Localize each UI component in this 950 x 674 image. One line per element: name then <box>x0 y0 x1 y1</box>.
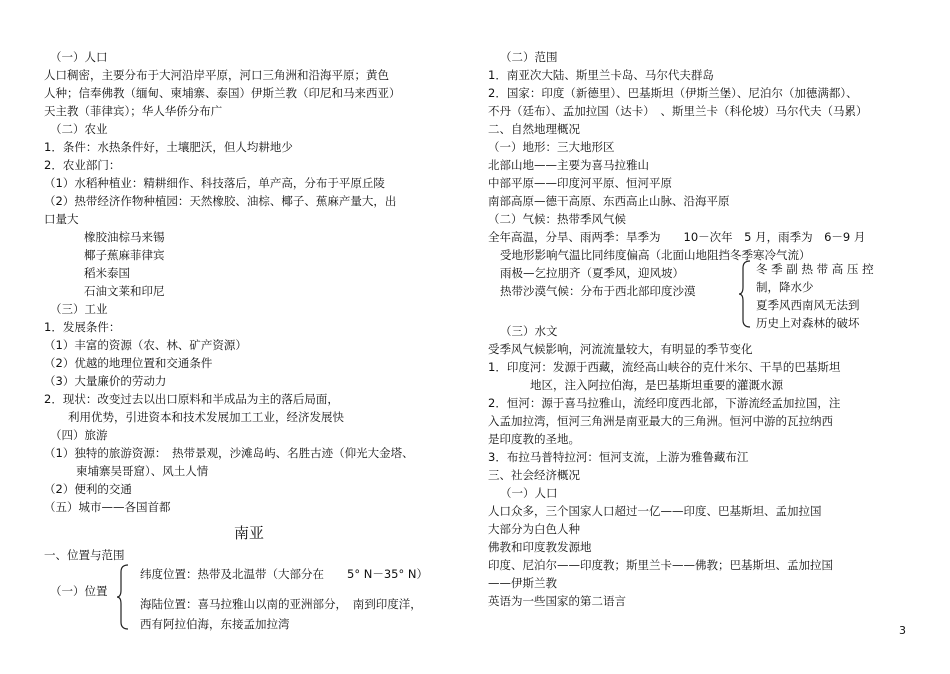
page-title: 南亚 <box>233 524 264 542</box>
paragraph-line: 1．南亚次大陆、斯里兰卡岛、马尔代夫群岛 <box>488 68 714 82</box>
paragraph-line: 佛教和印度教发源地 <box>488 540 592 554</box>
list-item: 橡胶油棕马来锡 <box>84 230 165 244</box>
position-brace-group <box>44 564 454 636</box>
paragraph-line: 全年高温，分旱、雨两季：旱季为 10－次年 5 月，雨季为 6－9 月 <box>488 230 866 244</box>
paragraph-line: 2．恒河：源于喜马拉雅山，流经印度西北部，下游流经孟加拉国，注 <box>488 396 841 410</box>
paragraph-line: 柬埔寨吴哥窟）、风土人情 <box>76 464 209 478</box>
left-column <box>44 48 454 636</box>
section-heading: （一）人口 <box>50 50 108 64</box>
paragraph-line: 2．国家：印度（新德里）、巴基斯坦（伊斯兰堡）、尼泊尔（加德满都）、 <box>488 86 858 100</box>
section-heading: 三、社会经济概况 <box>488 468 580 482</box>
list-item: 稻米泰国 <box>84 266 130 280</box>
paragraph-line: 北部山地——主要为喜马拉雅山 <box>488 158 649 172</box>
paragraph-line: （2）便利的交通 <box>44 482 132 496</box>
paragraph-line: 受地形影响气温比同纬度偏高（北面山地阻挡冬季寒冷气流） <box>500 248 811 262</box>
section-heading: （二）农业 <box>50 122 108 136</box>
page-number: 3 <box>899 624 906 637</box>
section-heading: （一）人口 <box>500 486 558 500</box>
paragraph-line: 是印度教的圣地。 <box>488 432 580 446</box>
paragraph-line: （1）水稻种植业：精耕细作、科技落后，单产高，分布于平原丘陵 <box>44 176 385 190</box>
paragraph-line: 中部平原——印度河平原、恒河平原 <box>488 176 672 190</box>
paragraph-line: （2）优越的地理位置和交通条件 <box>44 356 213 370</box>
list-item: 石油文莱和印尼 <box>84 284 165 298</box>
paragraph-line: 人种；信奉佛教（缅甸、柬埔寨、泰国）伊斯兰教（印尼和马来西亚） <box>44 86 401 100</box>
paragraph-line: 大部分为白色人种 <box>488 522 580 536</box>
climate-notes <box>756 240 888 332</box>
paragraph-line: （3）大量廉价的劳动力 <box>44 374 167 388</box>
climate-brace-group <box>488 246 918 330</box>
section-heading: （二）气候：热带季风气候 <box>488 212 626 226</box>
note-line: 制，降水少 <box>756 280 814 294</box>
paragraph-line: （1）独特的旅游资源： 热带景观，沙滩岛屿、名胜古迹（仰光大金塔、 <box>44 446 414 460</box>
section-heading: （三）水文 <box>500 324 558 338</box>
right-column <box>488 48 918 610</box>
section-heading: （三）工业 <box>50 302 108 316</box>
left-brace-icon <box>116 564 130 630</box>
paragraph-line: 1．印度河：发源于西藏，流经高山峡谷的克什米尔、干旱的巴基斯坦 <box>488 360 841 374</box>
paragraph-line: 利用优势，引进资本和技术发展加工工业，经济发展快 <box>68 410 344 424</box>
note-line: 历史上对森林的破坏 <box>756 316 860 330</box>
paragraph-line: 受季风气候影响，河流流量较大，有明显的季节变化 <box>488 342 753 356</box>
paragraph-line: （1）丰富的资源（农、林、矿产资源） <box>44 338 247 352</box>
paragraph-line: 印度、尼泊尔——印度教；斯里兰卡——佛教；巴基斯坦、孟加拉国 <box>488 558 833 572</box>
paragraph-line: 英语为一些国家的第二语言 <box>488 594 626 608</box>
paragraph-line: 南部高原—德干高原、东西高止山脉、沿海平原 <box>488 194 730 208</box>
brace-label: （一）位置 <box>50 584 108 598</box>
paragraph-line: 1．条件：水热条件好，土壤肥沃，但人均耕地少 <box>44 140 293 154</box>
paragraph-line: 人口众多，三个国家人口超过一亿——印度、巴基斯坦、孟加拉国 <box>488 504 822 518</box>
note-line: 夏季风西南风无法到 <box>756 298 860 312</box>
paragraph-line: 人口稠密，主要分布于大河沿岸平原，河口三角洲和沿海平原；黄色 <box>44 68 389 82</box>
section-heading: （一）地形：三大地形区 <box>488 140 615 154</box>
paragraph-line: （五）城市——各国首都 <box>44 500 171 514</box>
paragraph-line: 3．布拉马普特拉河：恒河支流，上游为雅鲁藏布江 <box>488 450 749 464</box>
paragraph-line: 2．农业部门： <box>44 158 121 172</box>
paragraph-line: 热带沙漠气候：分布于西北部印度沙漠 <box>500 284 696 298</box>
paragraph-line: 地区，注入阿拉伯海，是巴基斯坦重要的灌溉水源 <box>530 378 783 392</box>
list-item: 椰子蕉麻菲律宾 <box>84 248 165 262</box>
brace-line: 西有阿拉伯海，东接孟加拉湾 <box>140 617 290 631</box>
brace-line: 海陆位置：喜马拉雅山以南的亚洲部分， 南到印度洋， <box>140 597 422 611</box>
paragraph-line: 不丹（廷布）、孟加拉国（达卡） 、斯里兰卡（科伦坡）马尔代夫（马累） <box>488 104 868 118</box>
note-line: 冬 季 副 热 带 高 压 控 <box>756 262 874 276</box>
paragraph-line: 雨极—乞拉朋齐（夏季风，迎风坡） <box>500 266 684 280</box>
brace-line: 纬度位置：热带及北温带（大部分在 5° N－35° N） <box>140 567 428 581</box>
paragraph-line: 1．发展条件： <box>44 320 121 334</box>
section-heading: 一、位置与范围 <box>44 548 125 562</box>
paragraph-line: ——伊斯兰教 <box>488 576 557 590</box>
section-heading: （四）旅游 <box>50 428 108 442</box>
left-brace-icon <box>738 260 752 328</box>
paragraph-line: 口量大 <box>44 212 79 226</box>
paragraph-line: （2）热带经济作物种植园：天然橡胶、油棕、椰子、蕉麻产量大，出 <box>44 194 397 208</box>
section-heading: （二）范围 <box>500 50 558 64</box>
paragraph-line: 2．现状：改变过去以出口原料和半成品为主的落后局面， <box>44 392 339 406</box>
paragraph-line: 入孟加拉湾，恒河三角洲是南亚最大的三角洲。恒河中游的瓦拉纳西 <box>488 414 833 428</box>
section-heading: 二、自然地理概况 <box>488 122 580 136</box>
paragraph-line: 天主教（菲律宾）；华人华侨分布广 <box>44 104 223 118</box>
